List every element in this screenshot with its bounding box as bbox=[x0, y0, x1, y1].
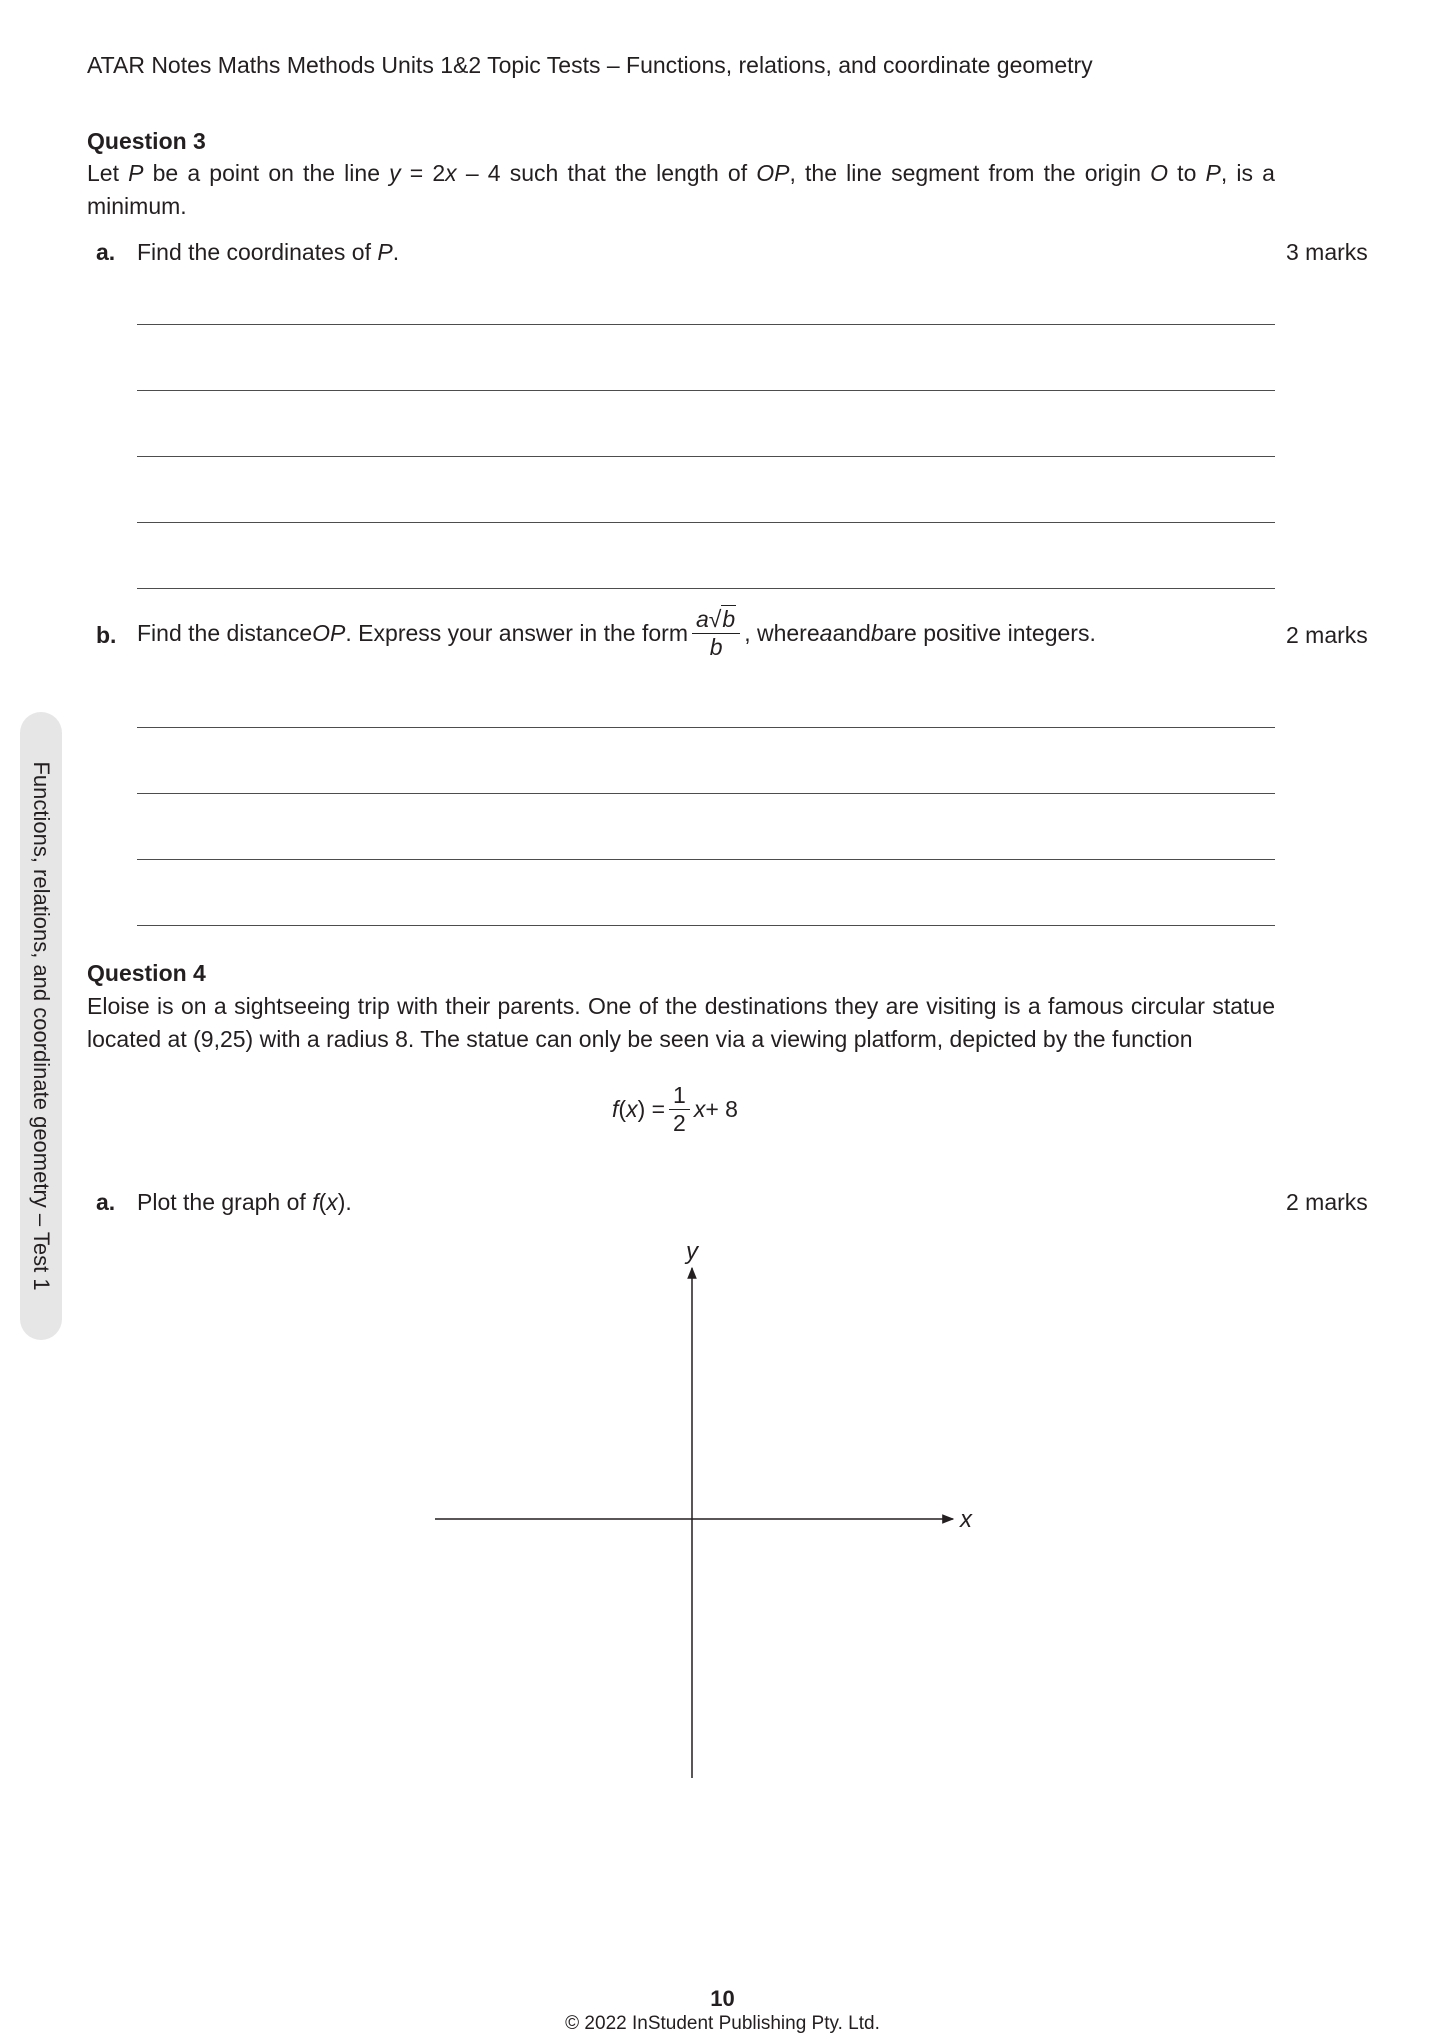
q3b-label: b. bbox=[96, 622, 117, 648]
answer-line[interactable] bbox=[137, 324, 1275, 325]
copyright: © 2022 InStudent Publishing Pty. Ltd. bbox=[565, 2013, 880, 2034]
q4a-label: a. bbox=[96, 1189, 116, 1215]
answer-line[interactable] bbox=[137, 859, 1275, 860]
answer-line[interactable] bbox=[137, 588, 1275, 589]
side-tab bbox=[20, 712, 62, 1340]
answer-line[interactable] bbox=[137, 390, 1275, 391]
q4a-text: Plot the graph of f(x). bbox=[137, 1189, 352, 1215]
answer-line[interactable] bbox=[137, 925, 1275, 926]
question-4-title: Question 4 bbox=[87, 960, 206, 986]
q3a-marks: 3 marks bbox=[1286, 239, 1368, 265]
question-3-title: Question 3 bbox=[87, 128, 206, 154]
q3b-text: Find the distance OP . Express your answer in the form $\frac{a√b}{b}$ , where a and b are positive integers. bbox=[137, 606, 1096, 660]
answer-line[interactable] bbox=[137, 522, 1275, 523]
q3b-marks: 2 marks bbox=[1286, 622, 1368, 648]
blank-axes[interactable] bbox=[420, 1225, 990, 1795]
q3a-label: a. bbox=[96, 239, 116, 265]
page-number: 10 bbox=[710, 1986, 735, 2011]
function-definition: f ( x ) = $\frac{1}{2}$ x + 8 bbox=[612, 1082, 738, 1136]
page-header: ATAR Notes Maths Methods Units 1&2 Topic Tests – Functions, relations, and coordinate geometry bbox=[87, 52, 1093, 78]
q3a-text: Find the coordinates of P. bbox=[137, 239, 400, 265]
function-fraction: $\frac{1}{2}$ bbox=[669, 1082, 690, 1136]
question-4-intro: Eloise is on a sightseeing trip with their parents. One of the destinations they are visiting is a famous circular statue located at (9,25) with a radius 8. The statue can only be seen via a viewing platform, depicted by the function bbox=[87, 993, 1275, 1052]
q4a-marks: 2 marks bbox=[1286, 1189, 1368, 1215]
q3b-fraction: $\frac{a√b}{b}$ bbox=[692, 606, 740, 660]
y-axis-label: y bbox=[686, 1238, 698, 1265]
answer-line[interactable] bbox=[137, 456, 1275, 457]
side-tab-label: Functions, relations, and coordinate geometry – Test 1 bbox=[29, 761, 54, 1291]
answer-line[interactable] bbox=[137, 793, 1275, 794]
answer-line[interactable] bbox=[137, 727, 1275, 728]
x-axis-label: x bbox=[960, 1506, 972, 1533]
question-3-intro: Let P be a point on the line y = 2x – 4 such that the length of OP, the line segment from the origin O to P, is a minimum. bbox=[87, 160, 1275, 219]
